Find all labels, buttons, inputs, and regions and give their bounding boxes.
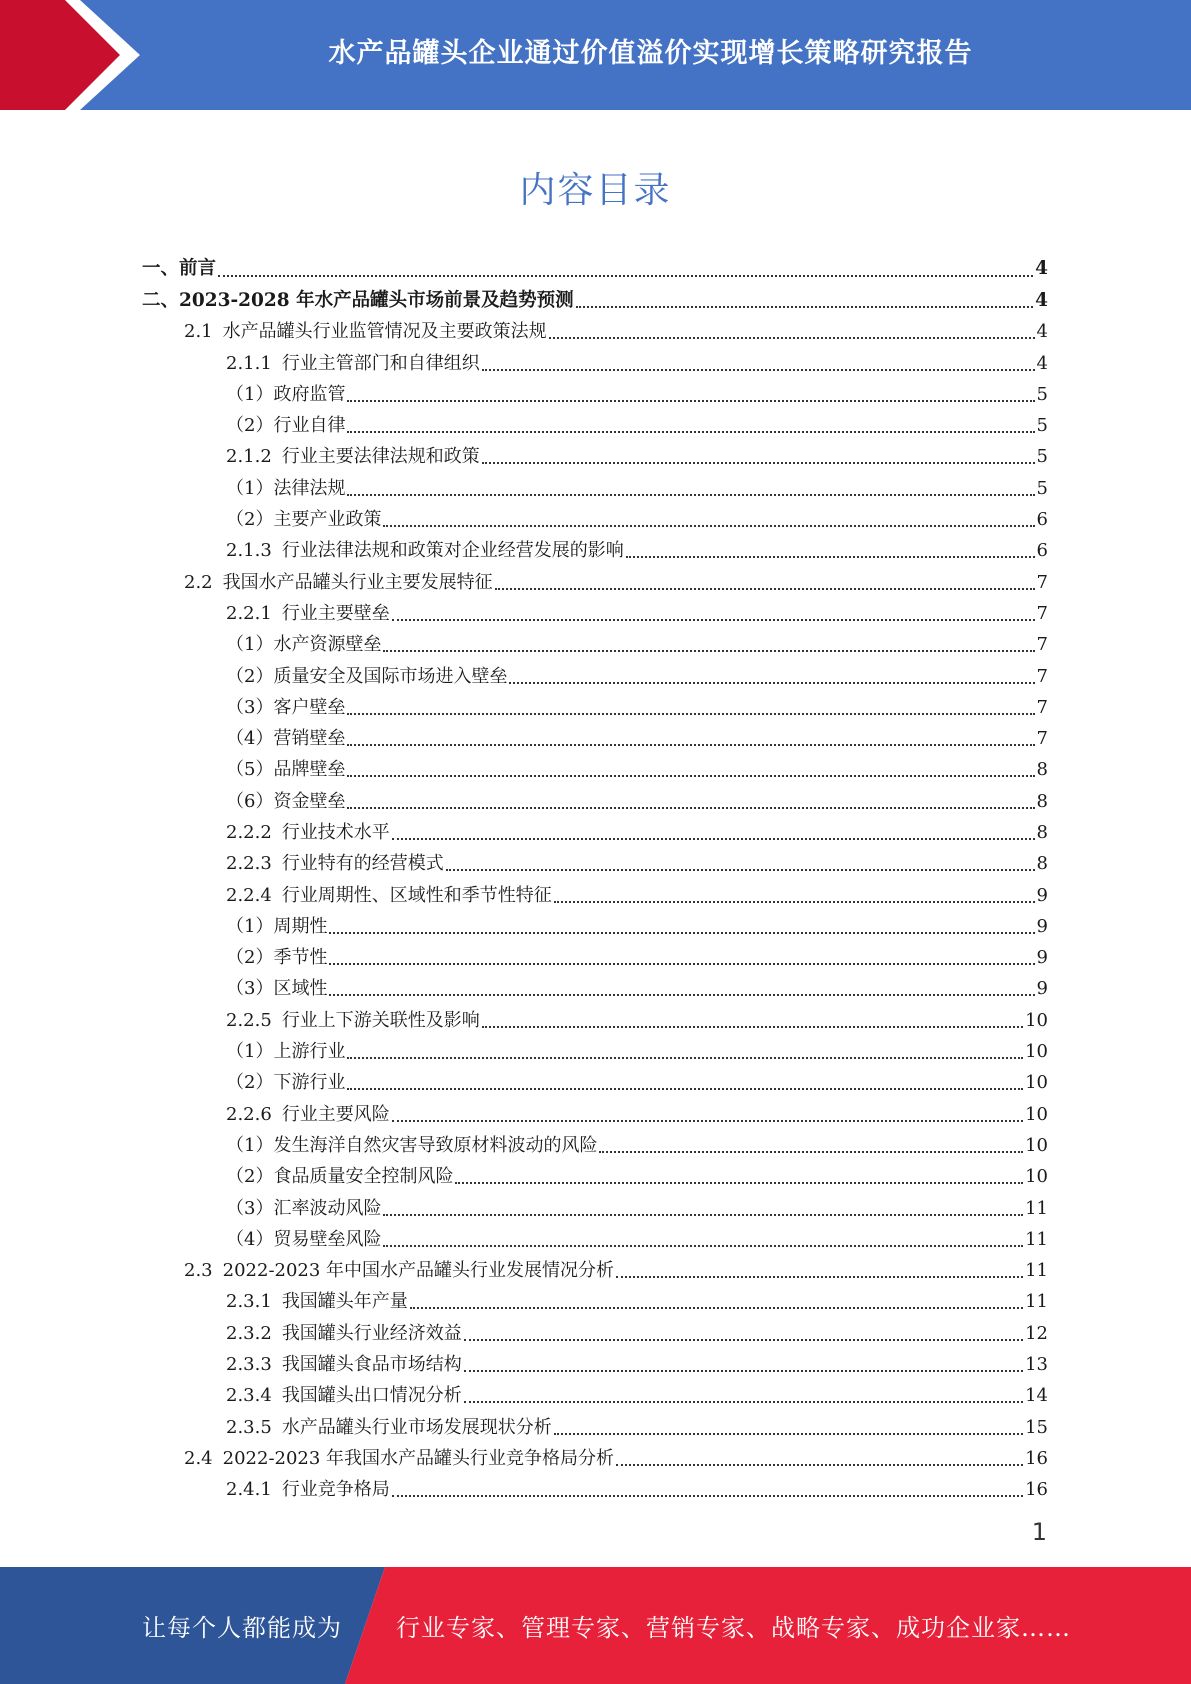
toc-leader-dots [554, 1433, 1023, 1435]
toc-entry-page: 16 [1025, 1479, 1048, 1501]
toc-entry-label: 我国罐头行业经济效益 [281, 1322, 462, 1344]
toc-entry-number: （2） [226, 947, 274, 969]
toc-leader-dots [616, 1276, 1023, 1278]
toc-entry[interactable] [0, 692, 1191, 723]
toc-entry-label: 法律法规 [273, 477, 346, 499]
toc-leader-dots [554, 901, 1035, 903]
toc-entry-label: 周期性 [273, 915, 328, 937]
toc-entry-number: （1） [226, 477, 274, 499]
toc-entry[interactable] [0, 974, 1191, 1005]
toc-entry-number: 2.1.1 [226, 352, 272, 374]
toc-entry[interactable] [0, 1005, 1191, 1036]
toc-entry-number: 2.4.1 [226, 1479, 272, 1501]
toc-entry-page: 14 [1025, 1385, 1048, 1407]
toc-leader-dots [599, 1151, 1023, 1153]
toc-entry-number: （4） [226, 728, 274, 750]
toc-entry[interactable] [0, 567, 1191, 598]
toc-entry-label: 行业主要壁垒 [281, 602, 390, 624]
toc-entry[interactable] [0, 1256, 1191, 1287]
toc-entry-page: 7 [1036, 634, 1048, 656]
toc-leader-dots [482, 369, 1035, 371]
toc-entry-number: （2） [226, 1166, 274, 1188]
toc-leader-dots [329, 963, 1034, 965]
toc-leader-dots [347, 807, 1034, 809]
toc-entry-page: 4 [1036, 321, 1048, 343]
toc-entry-page: 11 [1025, 1260, 1048, 1282]
toc-entry-page: 11 [1025, 1291, 1048, 1313]
toc-entry[interactable] [0, 254, 1191, 285]
toc-entry-label: 行业法律法规和政策对企业经营发展的影响 [281, 540, 624, 562]
toc-entry-page: 13 [1025, 1354, 1048, 1376]
toc-entry-page: 5 [1036, 446, 1048, 468]
toc-entry-label: 客户壁垒 [273, 696, 346, 718]
toc-leader-dots [347, 1057, 1023, 1059]
toc-entry-number: （3） [226, 696, 274, 718]
toc-entry-label: 水产资源壁垒 [273, 634, 382, 656]
toc-leader-dots [464, 1401, 1023, 1403]
toc-entry-label: 我国罐头食品市场结构 [281, 1354, 462, 1376]
toc-entry[interactable] [0, 1381, 1191, 1412]
toc-entry-page: 11 [1025, 1197, 1048, 1219]
toc-entry-label: 2023-2028 年水产品罐头市场前景及趋势预测 [179, 289, 574, 311]
toc-entry-label: 行业周期性、区域性和季节性特征 [281, 884, 552, 906]
toc-entry-number: 2.3.2 [226, 1322, 272, 1344]
toc-entry-page: 10 [1025, 1134, 1048, 1156]
toc-leader-dots [616, 1464, 1023, 1466]
toc-entry-number: （5） [226, 759, 274, 781]
toc-leader-dots [392, 619, 1035, 621]
toc-entry[interactable] [0, 880, 1191, 911]
toc-entry-label: 下游行业 [273, 1072, 346, 1094]
toc-leader-dots [383, 1214, 1023, 1216]
toc-entry-number: 2.1 [184, 321, 213, 343]
toc-entry-label: 行业自律 [273, 415, 346, 437]
toc-leader-dots [347, 494, 1034, 496]
toc-entry[interactable] [0, 317, 1191, 348]
toc-entry-number: （1） [226, 634, 274, 656]
toc-entry-page: 8 [1036, 759, 1048, 781]
toc-entry[interactable] [0, 410, 1191, 441]
toc-entry-label: 区域性 [273, 978, 328, 1000]
toc-entry[interactable] [0, 1193, 1191, 1224]
toc-entry[interactable] [0, 1318, 1191, 1349]
toc-leader-dots [482, 462, 1035, 464]
toc-entry-label: 行业主要法律法规和政策 [281, 446, 480, 468]
toc-entry-label: 行业主要风险 [281, 1103, 390, 1125]
toc-entry-page: 10 [1025, 1166, 1048, 1188]
toc-entry-label: 行业技术水平 [281, 821, 390, 843]
page-number: 1 [1031, 1518, 1047, 1546]
toc-entry-number: （4） [226, 1228, 274, 1250]
toc-entry-number: 二、 [142, 289, 180, 311]
toc-entry-page: 4 [1035, 258, 1048, 280]
toc-entry-number: 2.3.3 [226, 1354, 272, 1376]
toc-entry-page: 8 [1036, 853, 1048, 875]
toc-entry-page: 10 [1025, 1041, 1048, 1063]
toc-leader-dots [347, 431, 1034, 433]
toc-heading: 内容目录 [519, 170, 672, 211]
toc-entry-number: 2.1.2 [226, 446, 272, 468]
toc-entry[interactable] [0, 661, 1191, 692]
toc-leader-dots [392, 838, 1035, 840]
toc-entry-page: 5 [1036, 477, 1048, 499]
toc-entry-label: 贸易壁垒风险 [273, 1228, 382, 1250]
toc-entry[interactable] [0, 379, 1191, 410]
page-header [0, 0, 1191, 110]
toc-entry-number: 2.3.1 [226, 1291, 272, 1313]
toc-entry-number: 2.2.2 [226, 821, 272, 843]
toc-entry-label: 我国罐头出口情况分析 [281, 1385, 462, 1407]
toc-entry[interactable] [0, 943, 1191, 974]
report-title: 水产品罐头企业通过价值溢价实现增长策略研究报告 [328, 37, 973, 69]
toc-entry-number: （2） [226, 1072, 274, 1094]
toc-entry[interactable] [0, 1287, 1191, 1318]
toc-entry-page: 4 [1035, 289, 1048, 311]
toc-entry[interactable] [0, 1036, 1191, 1067]
toc-entry-number: （3） [226, 1197, 274, 1219]
toc-leader-dots [347, 775, 1034, 777]
toc-entry-number: 2.3 [184, 1260, 213, 1282]
toc-entry-number: （1） [226, 1134, 274, 1156]
toc-entry-number: （1） [226, 383, 274, 405]
toc-leader-dots [347, 744, 1034, 746]
page-footer [0, 1567, 1191, 1684]
toc-entry-number: （1） [226, 915, 274, 937]
toc-leader-dots [495, 588, 1035, 590]
toc-entry-page: 9 [1036, 978, 1048, 1000]
toc-entry-page: 7 [1036, 728, 1048, 750]
toc-entry[interactable] [0, 536, 1191, 567]
red-chevron-decoration [0, 0, 160, 110]
toc-entry[interactable] [0, 911, 1191, 942]
toc-entry-label: 主要产业政策 [273, 509, 382, 531]
toc-entry[interactable] [0, 473, 1191, 504]
toc-entry[interactable] [0, 598, 1191, 629]
toc-leader-dots [329, 994, 1034, 996]
toc-entry-number: （2） [226, 415, 274, 437]
toc-entry[interactable] [0, 1130, 1191, 1161]
toc-leader-dots [482, 1026, 1023, 1028]
toc-entry[interactable] [0, 504, 1191, 535]
toc-entry-label: 行业主管部门和自律组织 [281, 352, 480, 374]
toc-entry-label: 资金壁垒 [273, 790, 346, 812]
toc-entry-page: 4 [1036, 352, 1048, 374]
toc-entry-number: （2） [226, 509, 274, 531]
toc-entry-number: 2.4 [184, 1447, 213, 1469]
toc-entry[interactable] [0, 1349, 1191, 1380]
toc-entry-label: 我国水产品罐头行业主要发展特征 [222, 571, 493, 593]
toc-entry-label: 我国罐头年产量 [281, 1291, 408, 1313]
toc-leader-dots [549, 337, 1035, 339]
toc-leader-dots [383, 650, 1034, 652]
toc-entry-label: 发生海洋自然灾害导致原材料波动的风险 [273, 1134, 598, 1156]
toc-entry-number: （6） [226, 790, 274, 812]
toc-leader-dots [392, 1120, 1023, 1122]
toc-leader-dots [347, 713, 1034, 715]
toc-entry-number: （3） [226, 978, 274, 1000]
toc-entry[interactable] [0, 442, 1191, 473]
toc-entry-number: 2.2.6 [226, 1103, 272, 1125]
toc-leader-dots [626, 556, 1035, 558]
toc-entry-page: 9 [1036, 915, 1048, 937]
toc-entry-number: 2.2.4 [226, 884, 272, 906]
toc-entry-page: 5 [1036, 415, 1048, 437]
toc-entry[interactable] [0, 817, 1191, 848]
toc-leader-dots [509, 682, 1034, 684]
toc-entry[interactable] [0, 723, 1191, 754]
toc-leader-dots [329, 932, 1034, 934]
toc-entry-page: 9 [1036, 884, 1048, 906]
toc-entry-number: 一、 [142, 258, 180, 280]
toc-entry-page: 10 [1025, 1103, 1048, 1125]
toc-entry-label: 水产品罐头行业监管情况及主要政策法规 [222, 321, 547, 343]
toc-entry-number: （1） [226, 1041, 274, 1063]
toc-entry-number: 2.2.3 [226, 853, 272, 875]
toc-leader-dots [383, 525, 1034, 527]
toc-leader-dots [464, 1370, 1023, 1372]
toc-entry-label: 行业特有的经营模式 [281, 853, 444, 875]
toc-leader-dots [446, 869, 1035, 871]
toc-entry[interactable] [0, 1443, 1191, 1474]
toc-entry-page: 15 [1025, 1416, 1048, 1438]
toc-leader-dots [347, 400, 1034, 402]
toc-entry-label: 上游行业 [273, 1041, 346, 1063]
toc-entry-page: 6 [1036, 509, 1048, 531]
toc-entry[interactable] [0, 1475, 1191, 1506]
toc-entry-label: 食品质量安全控制风险 [273, 1166, 454, 1188]
toc-entry-page: 7 [1036, 696, 1048, 718]
toc-entry-label: 质量安全及国际市场进入壁垒 [273, 665, 508, 687]
toc-entry-page: 6 [1036, 540, 1048, 562]
toc-entry-label: 品牌壁垒 [273, 759, 346, 781]
toc-leader-dots [218, 275, 1033, 277]
toc-leader-dots [464, 1339, 1023, 1341]
toc-entry[interactable] [0, 1224, 1191, 1255]
toc-entry[interactable] [0, 1412, 1191, 1443]
toc-entry-label: 前言 [179, 258, 217, 280]
toc-entry-number: 2.2 [184, 571, 213, 593]
toc-entry-label: 2022-2023 年中国水产品罐头行业发展情况分析 [222, 1260, 615, 1282]
toc-entry-page: 8 [1036, 790, 1048, 812]
toc-entry[interactable] [0, 1068, 1191, 1099]
toc-entry-number: 2.3.5 [226, 1416, 272, 1438]
toc-entry-page: 5 [1036, 383, 1048, 405]
toc-entry[interactable] [0, 348, 1191, 379]
toc-entry-page: 10 [1025, 1009, 1048, 1031]
footer-slogan-left: 让每个人都能成为 [142, 1614, 342, 1642]
toc-entry-number: （2） [226, 665, 274, 687]
toc-entry-page: 8 [1036, 821, 1048, 843]
toc-entry-number: 2.3.4 [226, 1385, 272, 1407]
toc-leader-dots [455, 1182, 1023, 1184]
toc-leader-dots [392, 1495, 1023, 1497]
toc-entry[interactable] [0, 630, 1191, 661]
toc-entry-label: 行业上下游关联性及影响 [281, 1009, 480, 1031]
toc-entry-label: 政府监管 [273, 383, 346, 405]
toc-entry[interactable] [0, 285, 1191, 316]
toc-entry-page: 12 [1025, 1322, 1048, 1344]
footer-slogan-right: 行业专家、管理专家、营销专家、战略专家、成功企业家…… [396, 1614, 1071, 1642]
toc-entry-number: 2.2.1 [226, 602, 272, 624]
toc-entry-label: 水产品罐头行业市场发展现状分析 [281, 1416, 552, 1438]
toc-entry-page: 9 [1036, 947, 1048, 969]
toc-leader-dots [410, 1307, 1023, 1309]
toc-entry-page: 10 [1025, 1072, 1048, 1094]
toc-entry-label: 2022-2023 年我国水产品罐头行业竞争格局分析 [222, 1447, 615, 1469]
toc-entry[interactable] [0, 1099, 1191, 1130]
table-of-contents [0, 254, 1191, 1506]
toc-entry-number: 2.2.5 [226, 1009, 272, 1031]
toc-leader-dots [347, 1088, 1023, 1090]
toc-entry-page: 7 [1036, 571, 1048, 593]
toc-leader-dots [576, 306, 1034, 308]
toc-entry-label: 营销壁垒 [273, 728, 346, 750]
toc-entry-number: 2.1.3 [226, 540, 272, 562]
toc-entry[interactable] [0, 849, 1191, 880]
toc-leader-dots [383, 1245, 1023, 1247]
toc-entry-label: 行业竞争格局 [281, 1479, 390, 1501]
toc-entry-page: 7 [1036, 665, 1048, 687]
toc-entry[interactable] [0, 786, 1191, 817]
toc-entry[interactable] [0, 755, 1191, 786]
toc-entry-page: 11 [1025, 1228, 1048, 1250]
toc-entry[interactable] [0, 1162, 1191, 1193]
toc-entry-page: 7 [1036, 602, 1048, 624]
toc-entry-page: 16 [1025, 1447, 1048, 1469]
toc-entry-label: 汇率波动风险 [273, 1197, 382, 1219]
toc-entry-label: 季节性 [273, 947, 328, 969]
